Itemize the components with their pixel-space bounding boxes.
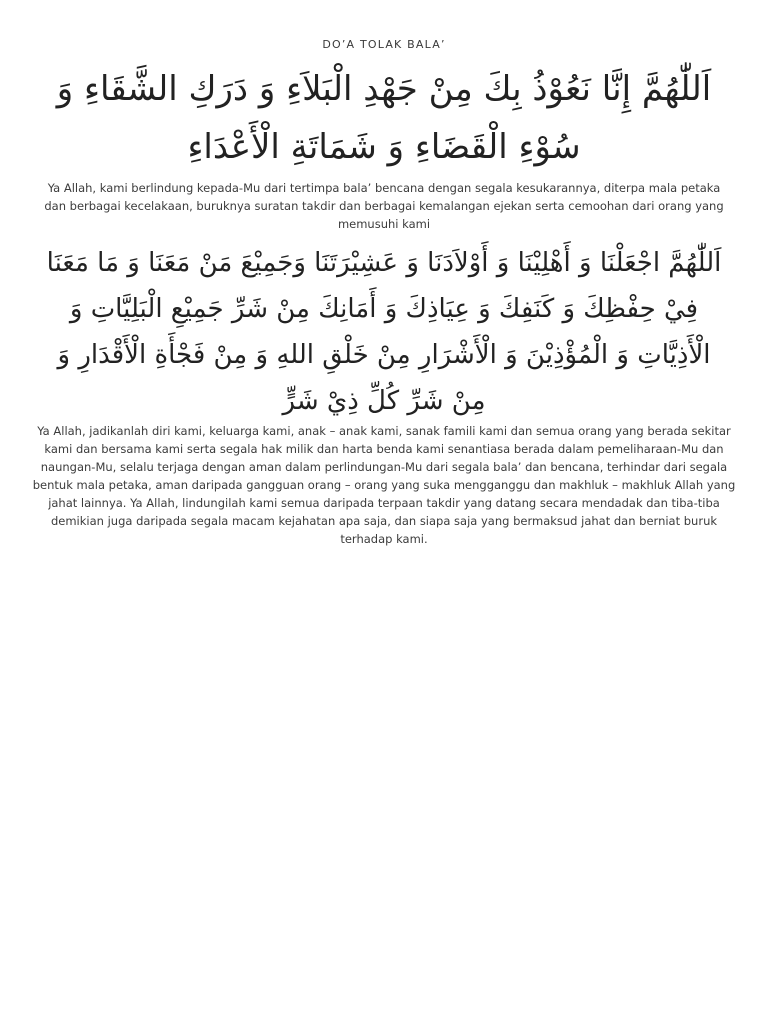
translation-paragraph-2: Ya Allah, jadikanlah diri kami, keluarga kami, anak – anak kami, sanak famili kami dan semua orang yang berada sekitar kami dan bersama kami serta segala hak milik dan harta benda kami senantiasa berada dalam pemeliharaan-Mu dan naungan-Mu, selalu terjaga dengan aman dalam perlindungan-Mu dari segala bala’ dan bencana, terhindar dari segala bentuk mala petaka, aman daripada gangguan orang – orang yang suka mengganggu dan makhluk – makhluk Allah yang jahat lainnya. Ya Allah, lindungilah kami semua daripada terpaan takdir yang datang secara mendadak dan tiba-tiba demikian juga daripada segala macam kejahatan apa saja, dan siapa saja yang bermaksud jahat dan berniat buruk terhadap kami. [32,424,736,546]
arabic-prayer-2: اَللّٰهُمَّ اجْعَلْنَا وَ أَهْلِيْنَا وَ أَوْلاَدَنَا وَ عَشِيْرَتَنَا وَجَمِيْعَ مَنْ مَعَنَا وَ مَا مَعَنَا فِيْ حِفْظِكَ وَ كَنَفِكَ وَ عِيَاذِكَ وَ أَمَانِكَ مِنْ شَرِّ جَمِيْعِ الْبَلِيَّاتِ وَ الْأَذِيَّاتِ وَ الْمُؤْذِيْنَ وَ الْأَشْرَارِ مِنْ خَلْقِ اللهِ وَ مِنْ فَجْأَةِ الْأَقْدَارِ وَ مِنْ شَرِّ كُلِّ ذِيْ شَرٍّ [46,248,722,416]
document-title: DO’A TOLAK BALA’ [322,38,446,51]
arabic-prayer-1: اَللّٰهُمَّ إِنَّا نَعُوْذُ بِكَ مِنْ جَهْدِ الْبَلاَءِ وَ دَرَكِ الشَّقَاءِ وَ سُوْءِ الْقَضَاءِ وَ شَمَاتَةِ الْأَعْدَاءِ [56,69,712,167]
translation-paragraph-1: Ya Allah, kami berlindung kepada-Mu dari tertimpa bala’ bencana dengan segala kesukarannya, diterpa mala petaka dan berbagai kecelakaan, buruknya suratan takdir dan berbagai kemalangan ejekan serta cemoohan dari orang yang memusuhi kami [44,181,724,231]
